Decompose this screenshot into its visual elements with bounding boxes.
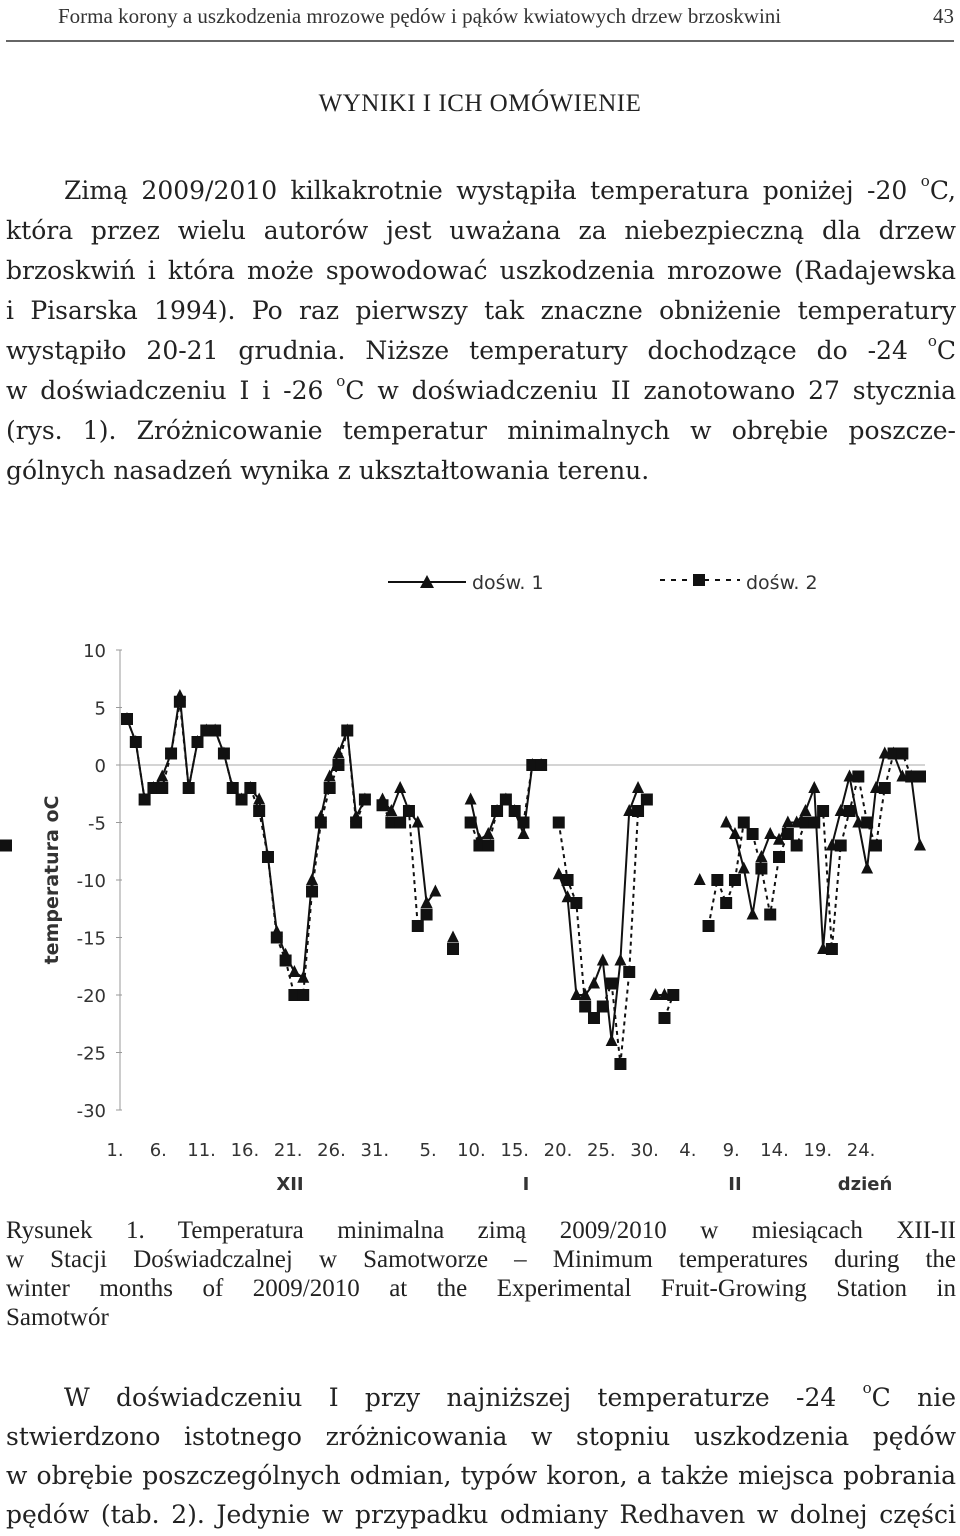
- data-point-dosw2: [447, 943, 459, 955]
- data-point-dosw2: [139, 794, 151, 806]
- data-point-dosw2: [341, 725, 353, 737]
- x-tick-label: 16.: [230, 1140, 260, 1161]
- x-tick-label: 11.: [187, 1140, 216, 1161]
- y-tick-label: 0: [94, 756, 106, 777]
- data-point-dosw1: [720, 816, 732, 828]
- y-tick-label: -25: [76, 1043, 106, 1065]
- degree-superscript: o: [927, 332, 937, 350]
- data-point-dosw2: [632, 805, 644, 817]
- data-point-dosw2: [183, 782, 195, 794]
- data-point-dosw2: [729, 874, 741, 886]
- x-month-label: XII: [276, 1174, 304, 1195]
- data-point-dosw2: [817, 805, 829, 817]
- caption-line: winter months of 2009/2010 at the Experimental Fruit-Growing Station in: [6, 1275, 956, 1302]
- x-tick-label: 31.: [360, 1140, 390, 1161]
- data-point-dosw2: [614, 1058, 626, 1070]
- data-point-dosw2: [297, 989, 309, 1001]
- data-point-dosw1: [588, 977, 600, 989]
- results-paragraph-line: i Pisarska 1994). Po raz pierwszy tak znaczne obniżenie temperatury: [6, 296, 956, 325]
- results-paragraph-line: Zimą 2009/2010 kilkakrotnie wystąpiła temperatura poniżej -20 $^o$C,: [64, 172, 956, 205]
- data-point-dosw2: [121, 713, 133, 725]
- legend-label: dośw. 1: [472, 572, 544, 594]
- degree-superscript: o: [920, 172, 930, 190]
- data-point-dosw2: [332, 759, 344, 771]
- data-point-dosw2: [236, 794, 248, 806]
- series-line-dosw1: [726, 754, 920, 950]
- x-tick-label: 4.: [679, 1140, 697, 1161]
- data-point-dosw1: [429, 885, 441, 897]
- data-point-dosw1: [518, 827, 530, 839]
- data-point-dosw1: [694, 873, 706, 885]
- x-tick-label: 25.: [586, 1140, 616, 1161]
- data-point-dosw2: [271, 932, 283, 944]
- data-point-dosw2: [852, 771, 864, 783]
- data-point-dosw2: [606, 978, 618, 990]
- data-point-dosw2: [350, 817, 362, 829]
- data-point-dosw2: [588, 1012, 600, 1024]
- data-point-dosw1: [764, 827, 776, 839]
- data-point-dosw2: [835, 840, 847, 852]
- results-paragraph-line: gólnych nasadzeń wynika z ukształtowania terenu.: [6, 456, 650, 485]
- x-tick-label: 21.: [273, 1140, 303, 1161]
- data-point-dosw2: [412, 920, 424, 932]
- y-tick-label: -10: [76, 871, 106, 892]
- x-tick-label: 30.: [630, 1140, 659, 1161]
- data-point-dosw1: [306, 873, 318, 885]
- data-point-dosw1: [914, 839, 926, 851]
- caption-line: Rysunek 1. Temperatura minimalna zimą 2009/2010 w miesiącach XII-II: [6, 1217, 956, 1244]
- data-point-dosw1: [799, 804, 811, 816]
- data-point-dosw2: [667, 989, 679, 1001]
- data-point-dosw2: [570, 897, 582, 909]
- data-point-dosw2: [0, 840, 12, 852]
- data-point-dosw2: [826, 943, 838, 955]
- data-point-dosw1: [747, 908, 759, 920]
- y-tick-label: 5: [94, 698, 106, 720]
- data-point-dosw2: [191, 736, 203, 748]
- data-point-dosw2: [377, 799, 389, 811]
- x-tick-label: 6.: [149, 1140, 167, 1161]
- data-point-dosw1: [614, 954, 626, 966]
- y-tick-label: -5: [88, 813, 106, 835]
- results-paragraph-line: (rys. 1). Zróżnicowanie temperatur minimalnych w obrębie poszcze-: [6, 416, 956, 445]
- results-paragraph-line: wystąpiło 20-21 grudnia. Niższe temperatury dochodzące do -24 $^o$C: [6, 332, 956, 365]
- x-tick-label: 14.: [760, 1140, 789, 1161]
- data-point-dosw1: [632, 781, 644, 793]
- data-point-dosw2: [755, 863, 767, 875]
- data-point-dosw2: [394, 817, 406, 829]
- x-tick-label: 20.: [543, 1140, 573, 1161]
- data-point-dosw2: [914, 771, 926, 783]
- results-paragraph: [6, 171, 956, 491]
- data-point-dosw2: [879, 782, 891, 794]
- data-point-dosw1: [808, 781, 820, 793]
- data-point-dosw2: [518, 817, 530, 829]
- data-point-dosw2: [782, 828, 794, 840]
- x-tick-label: 26.: [317, 1140, 346, 1161]
- data-point-dosw2: [861, 817, 873, 829]
- data-point-dosw2: [808, 817, 820, 829]
- results-paragraph-line: w doświadczeniu I i -26 $^o$C w doświadczeniu II zanotowano 27 stycznia: [6, 372, 956, 405]
- data-point-dosw2: [491, 805, 503, 817]
- data-point-dosw2: [244, 782, 256, 794]
- data-point-dosw2: [764, 909, 776, 921]
- data-point-dosw2: [324, 782, 336, 794]
- x-month-label: II: [728, 1174, 742, 1195]
- data-point-dosw2: [130, 736, 142, 748]
- data-point-dosw2: [262, 851, 274, 863]
- results-paragraph-line: brzoskwiń i która może spowodować uszkodzenia mrozowe (Radajewska: [6, 256, 956, 285]
- data-point-dosw2: [165, 748, 177, 760]
- data-point-dosw2: [421, 909, 433, 921]
- data-point-dosw2: [747, 828, 759, 840]
- data-point-dosw2: [482, 840, 494, 852]
- caption-line: w Stacji Doświadczalnej w Samotworze – Minimum temperatures during the: [6, 1246, 956, 1273]
- data-point-dosw2: [562, 874, 574, 886]
- results-paragraph-line: która przez wielu autorów jest uważana za niebezpieczną dla drzew: [6, 216, 956, 245]
- x-month-label: dzień: [837, 1174, 893, 1195]
- y-tick-label: 10: [83, 641, 106, 662]
- x-tick-label: 1.: [106, 1140, 124, 1161]
- data-point-dosw2: [597, 1001, 609, 1013]
- x-tick-label: 19.: [803, 1140, 833, 1161]
- running-title: Forma korony a uszkodzenia mrozowe pędów i pąków kwiatowych drzew brzoskwini: [58, 4, 782, 28]
- degree-superscript: o: [862, 1379, 872, 1397]
- data-point-dosw2: [579, 1001, 591, 1013]
- data-point-dosw1: [861, 862, 873, 874]
- y-axis-label: temperatura oC: [41, 795, 63, 965]
- data-point-dosw2: [227, 782, 239, 794]
- data-point-dosw2: [306, 886, 318, 898]
- data-point-dosw2: [209, 725, 221, 737]
- y-tick-label: -20: [76, 986, 106, 1007]
- series-line-dosw1: [127, 696, 365, 978]
- data-point-dosw1: [606, 1034, 618, 1046]
- x-tick-label: 10.: [457, 1140, 486, 1161]
- data-point-dosw2: [870, 840, 882, 852]
- data-point-dosw2: [896, 748, 908, 760]
- x-tick-label: 24.: [846, 1140, 876, 1161]
- series-line-dosw2: [127, 702, 365, 995]
- data-point-dosw2: [315, 817, 327, 829]
- discussion-paragraph-line: W doświadczeniu I przy najniższej temperaturze -24 $^o$C nie: [64, 1379, 956, 1412]
- section-heading: WYNIKI I ICH OMÓWIENIE: [318, 90, 642, 117]
- data-point-dosw2: [720, 897, 732, 909]
- legend-label: dośw. 2: [746, 572, 818, 594]
- page-number: 43: [933, 4, 954, 28]
- discussion-paragraph-line: pędów (tab. 2). Jedynie w przypadku odmiany Redhaven w dolnej części: [6, 1500, 956, 1529]
- x-month-label: I: [522, 1174, 530, 1195]
- data-point-dosw2: [359, 794, 371, 806]
- y-tick-label: -30: [76, 1101, 106, 1122]
- data-point-dosw2: [553, 817, 565, 829]
- data-point-dosw2: [465, 817, 477, 829]
- data-point-dosw2: [844, 805, 856, 817]
- x-tick-label: 5.: [419, 1140, 437, 1161]
- data-point-dosw2: [403, 805, 415, 817]
- data-point-dosw2: [509, 805, 521, 817]
- data-point-dosw2: [218, 748, 230, 760]
- data-point-dosw1: [465, 793, 477, 805]
- temperature-chart-svg: [0, 560, 960, 1210]
- series-line-dosw2: [559, 800, 647, 1065]
- data-point-dosw2: [623, 966, 635, 978]
- caption-line: Samotwór: [6, 1304, 109, 1331]
- data-point-dosw2: [280, 955, 292, 967]
- discussion-paragraph-line: w obrębie poszczególnych odmian, typów koron, a także miejsca pobrania: [6, 1461, 956, 1490]
- data-point-dosw2: [711, 874, 723, 886]
- data-point-dosw1: [738, 862, 750, 874]
- degree-superscript: o: [336, 372, 346, 390]
- data-point-dosw2: [535, 759, 547, 771]
- x-tick-label: 15.: [500, 1140, 530, 1161]
- data-point-dosw2: [500, 794, 512, 806]
- data-point-dosw1: [394, 781, 406, 793]
- data-point-dosw2: [641, 794, 653, 806]
- data-point-dosw1: [597, 954, 609, 966]
- figure-caption: [6, 1216, 956, 1332]
- temperature-chart: [0, 560, 960, 1210]
- data-point-dosw2: [253, 805, 265, 817]
- y-tick-label: -15: [76, 928, 106, 950]
- x-tick-label: 9.: [722, 1140, 740, 1161]
- data-point-dosw2: [658, 1012, 670, 1024]
- running-header: [6, 2, 954, 42]
- data-point-dosw2: [156, 782, 168, 794]
- data-point-dosw2: [773, 851, 785, 863]
- data-point-dosw2: [174, 696, 186, 708]
- discussion-paragraph-line: stwierdzono istotnego zróżnicowania w stopniu uszkodzenia pędów: [6, 1422, 956, 1451]
- data-point-dosw2: [703, 920, 715, 932]
- data-point-dosw1: [447, 931, 459, 943]
- data-point-dosw2: [738, 817, 750, 829]
- legend-marker-dosw2: [693, 574, 705, 586]
- data-point-dosw2: [791, 840, 803, 852]
- discussion-paragraph: [6, 1378, 956, 1534]
